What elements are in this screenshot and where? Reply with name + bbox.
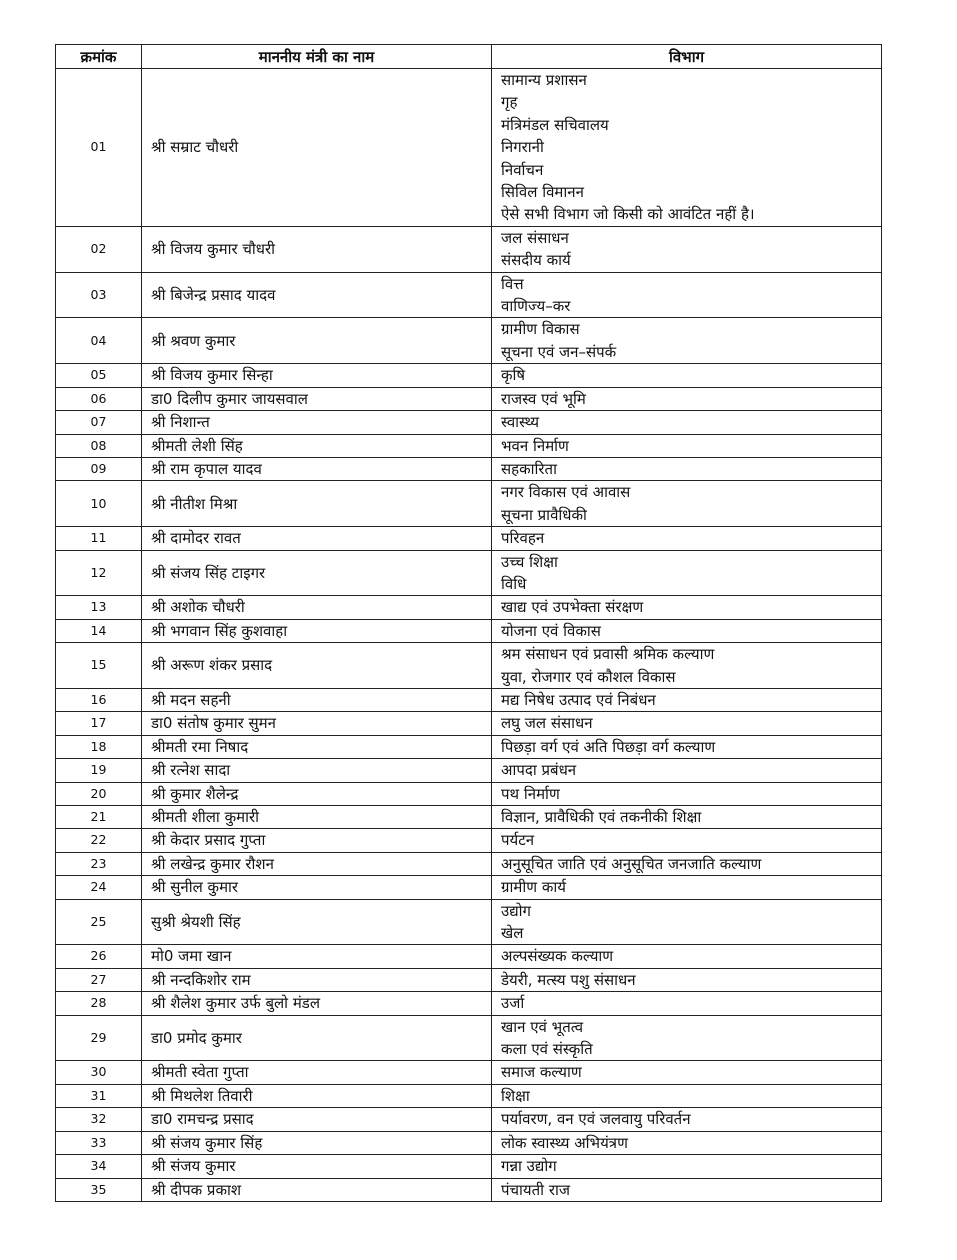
table-row: [56, 688, 882, 711]
department-line: सूचना एवं जन–संपर्क: [501, 342, 617, 361]
department-line: राजस्व एवं भूमि: [501, 389, 586, 408]
minister-name-cell: सुश्री श्रेयशी सिंह: [142, 899, 492, 945]
department-cell: [492, 852, 882, 875]
serial-number-cell: 29: [56, 1015, 142, 1061]
minister-name-cell: श्री विजय कुमार चौधरी: [142, 226, 492, 272]
serial-number-cell: 10: [56, 481, 142, 527]
serial-number-cell: 23: [56, 852, 142, 875]
serial-number-cell: 15: [56, 643, 142, 689]
table-row: [56, 945, 882, 968]
department-line: सिविल विमानन: [501, 183, 584, 202]
department-line: सूचना प्रावैधिकी: [501, 505, 587, 524]
serial-number-cell: 11: [56, 527, 142, 550]
department-cell: [492, 69, 882, 227]
minister-name-cell: श्री रत्नेश सादा: [142, 759, 492, 782]
table-row: [56, 782, 882, 805]
serial-number-cell: 16: [56, 688, 142, 711]
serial-number-cell: 04: [56, 318, 142, 364]
department-cell: [492, 759, 882, 782]
minister-name-cell: श्री निशान्त: [142, 411, 492, 434]
department-line: वाणिज्य–कर: [501, 297, 571, 316]
table-row: [56, 1131, 882, 1154]
table-row: [56, 387, 882, 410]
department-line: उद्योग: [501, 901, 532, 920]
department-cell: [492, 1084, 882, 1107]
table-row: [56, 619, 882, 642]
serial-number-cell: 31: [56, 1084, 142, 1107]
table-row: [56, 1015, 882, 1061]
minister-name-cell: श्री शैलेश कुमार उर्फ बुलो मंडल: [142, 992, 492, 1015]
department-line: कला एवं संस्कृति: [501, 1040, 593, 1059]
header-department: विभाग: [492, 45, 882, 69]
table-row: [56, 527, 882, 550]
minister-name-cell: श्री अरूण शंकर प्रसाद: [142, 643, 492, 689]
department-cell: [492, 272, 882, 318]
table-row: [56, 712, 882, 735]
serial-number-cell: 30: [56, 1061, 142, 1084]
department-line: मंत्रिमंडल सचिवालय: [501, 115, 609, 134]
serial-number-cell: 34: [56, 1155, 142, 1178]
department-line: कृषि: [501, 366, 526, 385]
department-cell: [492, 1108, 882, 1131]
serial-number-cell: 08: [56, 434, 142, 457]
department-cell: [492, 782, 882, 805]
serial-number-cell: 17: [56, 712, 142, 735]
department-line: अनुसूचित जाति एवं अनुसूचित जनजाति कल्याण: [501, 854, 762, 873]
department-line: ऐसे सभी विभाग जो किसी को आवंटित नहीं है।: [501, 205, 755, 224]
department-cell: [492, 596, 882, 619]
department-line: योजना एवं विकास: [501, 621, 601, 640]
minister-name-cell: श्री कुमार शैलेन्द्र: [142, 782, 492, 805]
serial-number-cell: 21: [56, 806, 142, 829]
department-cell: [492, 945, 882, 968]
department-line: नगर विकास एवं आवास: [501, 483, 631, 502]
table-row: [56, 457, 882, 480]
minister-name-cell: डा0 संतोष कुमार सुमन: [142, 712, 492, 735]
department-line: खान एवं भूतत्व: [501, 1017, 584, 1036]
serial-number-cell: 19: [56, 759, 142, 782]
minister-name-cell: श्री मिथलेश तिवारी: [142, 1084, 492, 1107]
table-row: [56, 643, 882, 689]
table-row: [56, 1061, 882, 1084]
department-line: संसदीय कार्य: [501, 251, 571, 270]
serial-number-cell: 32: [56, 1108, 142, 1131]
department-cell: [492, 364, 882, 387]
department-line: गन्ना उद्योग: [501, 1157, 557, 1176]
department-cell: [492, 387, 882, 410]
department-line: सहकारिता: [501, 459, 557, 478]
table-row: [56, 1155, 882, 1178]
department-cell: [492, 411, 882, 434]
table-row: [56, 364, 882, 387]
department-cell: [492, 712, 882, 735]
minister-name-cell: डा0 रामचन्द्र प्रसाद: [142, 1108, 492, 1131]
serial-number-cell: 27: [56, 968, 142, 991]
minister-name-cell: श्री राम कृपाल यादव: [142, 457, 492, 480]
minister-name-cell: श्री लखेन्द्र कुमार रौशन: [142, 852, 492, 875]
serial-number-cell: 14: [56, 619, 142, 642]
department-cell: [492, 1015, 882, 1061]
table-row: [56, 1108, 882, 1131]
department-line: पथ निर्माण: [501, 784, 560, 803]
department-cell: [492, 829, 882, 852]
table-row: [56, 968, 882, 991]
table-row: [56, 735, 882, 758]
serial-number-cell: 28: [56, 992, 142, 1015]
department-cell: [492, 899, 882, 945]
minister-name-cell: श्रीमती स्वेता गुप्ता: [142, 1061, 492, 1084]
department-line: निगरानी: [501, 138, 544, 157]
minister-name-cell: श्रीमती शीला कुमारी: [142, 806, 492, 829]
department-cell: [492, 992, 882, 1015]
table-body: [56, 69, 882, 1202]
department-line: जल संसाधन: [501, 228, 569, 247]
department-line: उर्जा: [501, 994, 525, 1013]
minister-name-cell: श्री विजय कुमार सिन्हा: [142, 364, 492, 387]
table-row: [56, 481, 882, 527]
minister-name-cell: डा0 दिलीप कुमार जायसवाल: [142, 387, 492, 410]
department-cell: [492, 1131, 882, 1154]
serial-number-cell: 20: [56, 782, 142, 805]
department-line: श्रम संसाधन एवं प्रवासी श्रमिक कल्याण: [501, 645, 715, 664]
department-line: ग्रामीण कार्य: [501, 878, 566, 897]
table-row: [56, 434, 882, 457]
department-cell: [492, 619, 882, 642]
department-line: आपदा प्रबंधन: [501, 761, 577, 780]
table-row: [56, 1084, 882, 1107]
department-cell: [492, 481, 882, 527]
department-line: विधि: [501, 574, 527, 593]
table-row: [56, 226, 882, 272]
department-line: ग्रामीण विकास: [501, 320, 580, 339]
serial-number-cell: 02: [56, 226, 142, 272]
table-row: [56, 411, 882, 434]
department-line: स्वास्थ्य: [501, 413, 540, 432]
department-line: गृह: [501, 93, 518, 112]
department-line: युवा, रोजगार एवं कौशल विकास: [501, 667, 676, 686]
department-cell: [492, 527, 882, 550]
department-line: निर्वाचन: [501, 160, 544, 179]
serial-number-cell: 35: [56, 1178, 142, 1201]
department-cell: [492, 688, 882, 711]
department-cell: [492, 1155, 882, 1178]
department-cell: [492, 735, 882, 758]
department-line: खाद्य एवं उपभेक्ता संरक्षण: [501, 598, 644, 617]
department-line: डेयरी, मत्स्य पशु संसाधन: [501, 970, 636, 989]
minister-name-cell: श्री बिजेन्द्र प्रसाद यादव: [142, 272, 492, 318]
department-cell: [492, 643, 882, 689]
minister-name-cell: श्री अशोक चौधरी: [142, 596, 492, 619]
serial-number-cell: 13: [56, 596, 142, 619]
minister-name-cell: श्रीमती लेशी सिंह: [142, 434, 492, 457]
table-row: [56, 596, 882, 619]
minister-name-cell: श्री श्रवण कुमार: [142, 318, 492, 364]
table-row: [56, 852, 882, 875]
department-cell: [492, 806, 882, 829]
serial-number-cell: 07: [56, 411, 142, 434]
department-line: सामान्य प्रशासन: [501, 71, 587, 89]
table-row: [56, 69, 882, 227]
header-minister-name: माननीय मंत्री का नाम: [142, 45, 492, 69]
minister-name-cell: मो0 जमा खान: [142, 945, 492, 968]
department-line: उच्च शिक्षा: [501, 552, 558, 571]
department-cell: [492, 226, 882, 272]
department-line: लोक स्वास्थ्य अभियंत्रण: [501, 1133, 628, 1152]
minister-name-cell: श्री संजय कुमार सिंह: [142, 1131, 492, 1154]
minister-name-cell: श्री नन्दकिशोर राम: [142, 968, 492, 991]
minister-portfolio-table: [55, 44, 882, 1202]
department-line: पंचायती राज: [501, 1180, 570, 1199]
department-cell: [492, 876, 882, 899]
serial-number-cell: 01: [56, 69, 142, 227]
department-cell: [492, 1178, 882, 1201]
department-line: समाज कल्याण: [501, 1063, 582, 1082]
table-row: [56, 806, 882, 829]
minister-name-cell: श्री केदार प्रसाद गुप्ता: [142, 829, 492, 852]
header-serial: क्रमांक: [56, 45, 142, 69]
table-row: [56, 550, 882, 596]
department-line: विज्ञान, प्रावैधिकी एवं तकनीकी शिक्षा: [501, 808, 702, 826]
minister-name-cell: श्री दीपक प्रकाश: [142, 1178, 492, 1201]
department-line: पिछड़ा वर्ग एवं अति पिछड़ा वर्ग कल्याण: [501, 737, 716, 756]
department-line: वित्त: [501, 274, 524, 293]
serial-number-cell: 03: [56, 272, 142, 318]
minister-name-cell: श्री भगवान सिंह कुशवाहा: [142, 619, 492, 642]
serial-number-cell: 18: [56, 735, 142, 758]
department-line: खेल: [501, 924, 524, 943]
department-line: लघु जल संसाधन: [501, 714, 593, 733]
table-row: [56, 829, 882, 852]
department-line: शिक्षा: [501, 1086, 530, 1105]
minister-name-cell: श्री दामोदर रावत: [142, 527, 492, 550]
serial-number-cell: 06: [56, 387, 142, 410]
serial-number-cell: 12: [56, 550, 142, 596]
department-line: पर्यावरण, वन एवं जलवायु परिवर्तन: [501, 1110, 691, 1129]
minister-name-cell: श्री मदन सहनी: [142, 688, 492, 711]
department-cell: [492, 550, 882, 596]
serial-number-cell: 33: [56, 1131, 142, 1154]
minister-name-cell: श्री सुनील कुमार: [142, 876, 492, 899]
minister-name-cell: श्री संजय कुमार: [142, 1155, 492, 1178]
table-row: [56, 272, 882, 318]
minister-name-cell: श्रीमती रमा निषाद: [142, 735, 492, 758]
table-row: [56, 1178, 882, 1201]
department-line: भवन निर्माण: [501, 436, 569, 455]
department-line: मद्य निषेध उत्पाद एवं निबंधन: [501, 690, 656, 709]
department-line: पर्यटन: [501, 831, 535, 850]
department-cell: [492, 434, 882, 457]
serial-number-cell: 22: [56, 829, 142, 852]
serial-number-cell: 05: [56, 364, 142, 387]
department-cell: [492, 318, 882, 364]
serial-number-cell: 24: [56, 876, 142, 899]
serial-number-cell: 26: [56, 945, 142, 968]
minister-name-cell: डा0 प्रमोद कुमार: [142, 1015, 492, 1061]
table-row: [56, 759, 882, 782]
serial-number-cell: 09: [56, 457, 142, 480]
table-header: [56, 45, 882, 69]
department-cell: [492, 1061, 882, 1084]
table-row: [56, 318, 882, 364]
minister-name-cell: श्री सम्राट चौधरी: [142, 69, 492, 227]
department-line: अल्पसंख्यक कल्याण: [501, 947, 614, 966]
minister-name-cell: श्री संजय सिंह टाइगर: [142, 550, 492, 596]
table-row: [56, 899, 882, 945]
header-row: [56, 45, 882, 69]
minister-name-cell: श्री नीतीश मिश्रा: [142, 481, 492, 527]
table-row: [56, 876, 882, 899]
department-cell: [492, 968, 882, 991]
serial-number-cell: 25: [56, 899, 142, 945]
department-cell: [492, 457, 882, 480]
table-row: [56, 992, 882, 1015]
department-line: परिवहन: [501, 529, 545, 548]
